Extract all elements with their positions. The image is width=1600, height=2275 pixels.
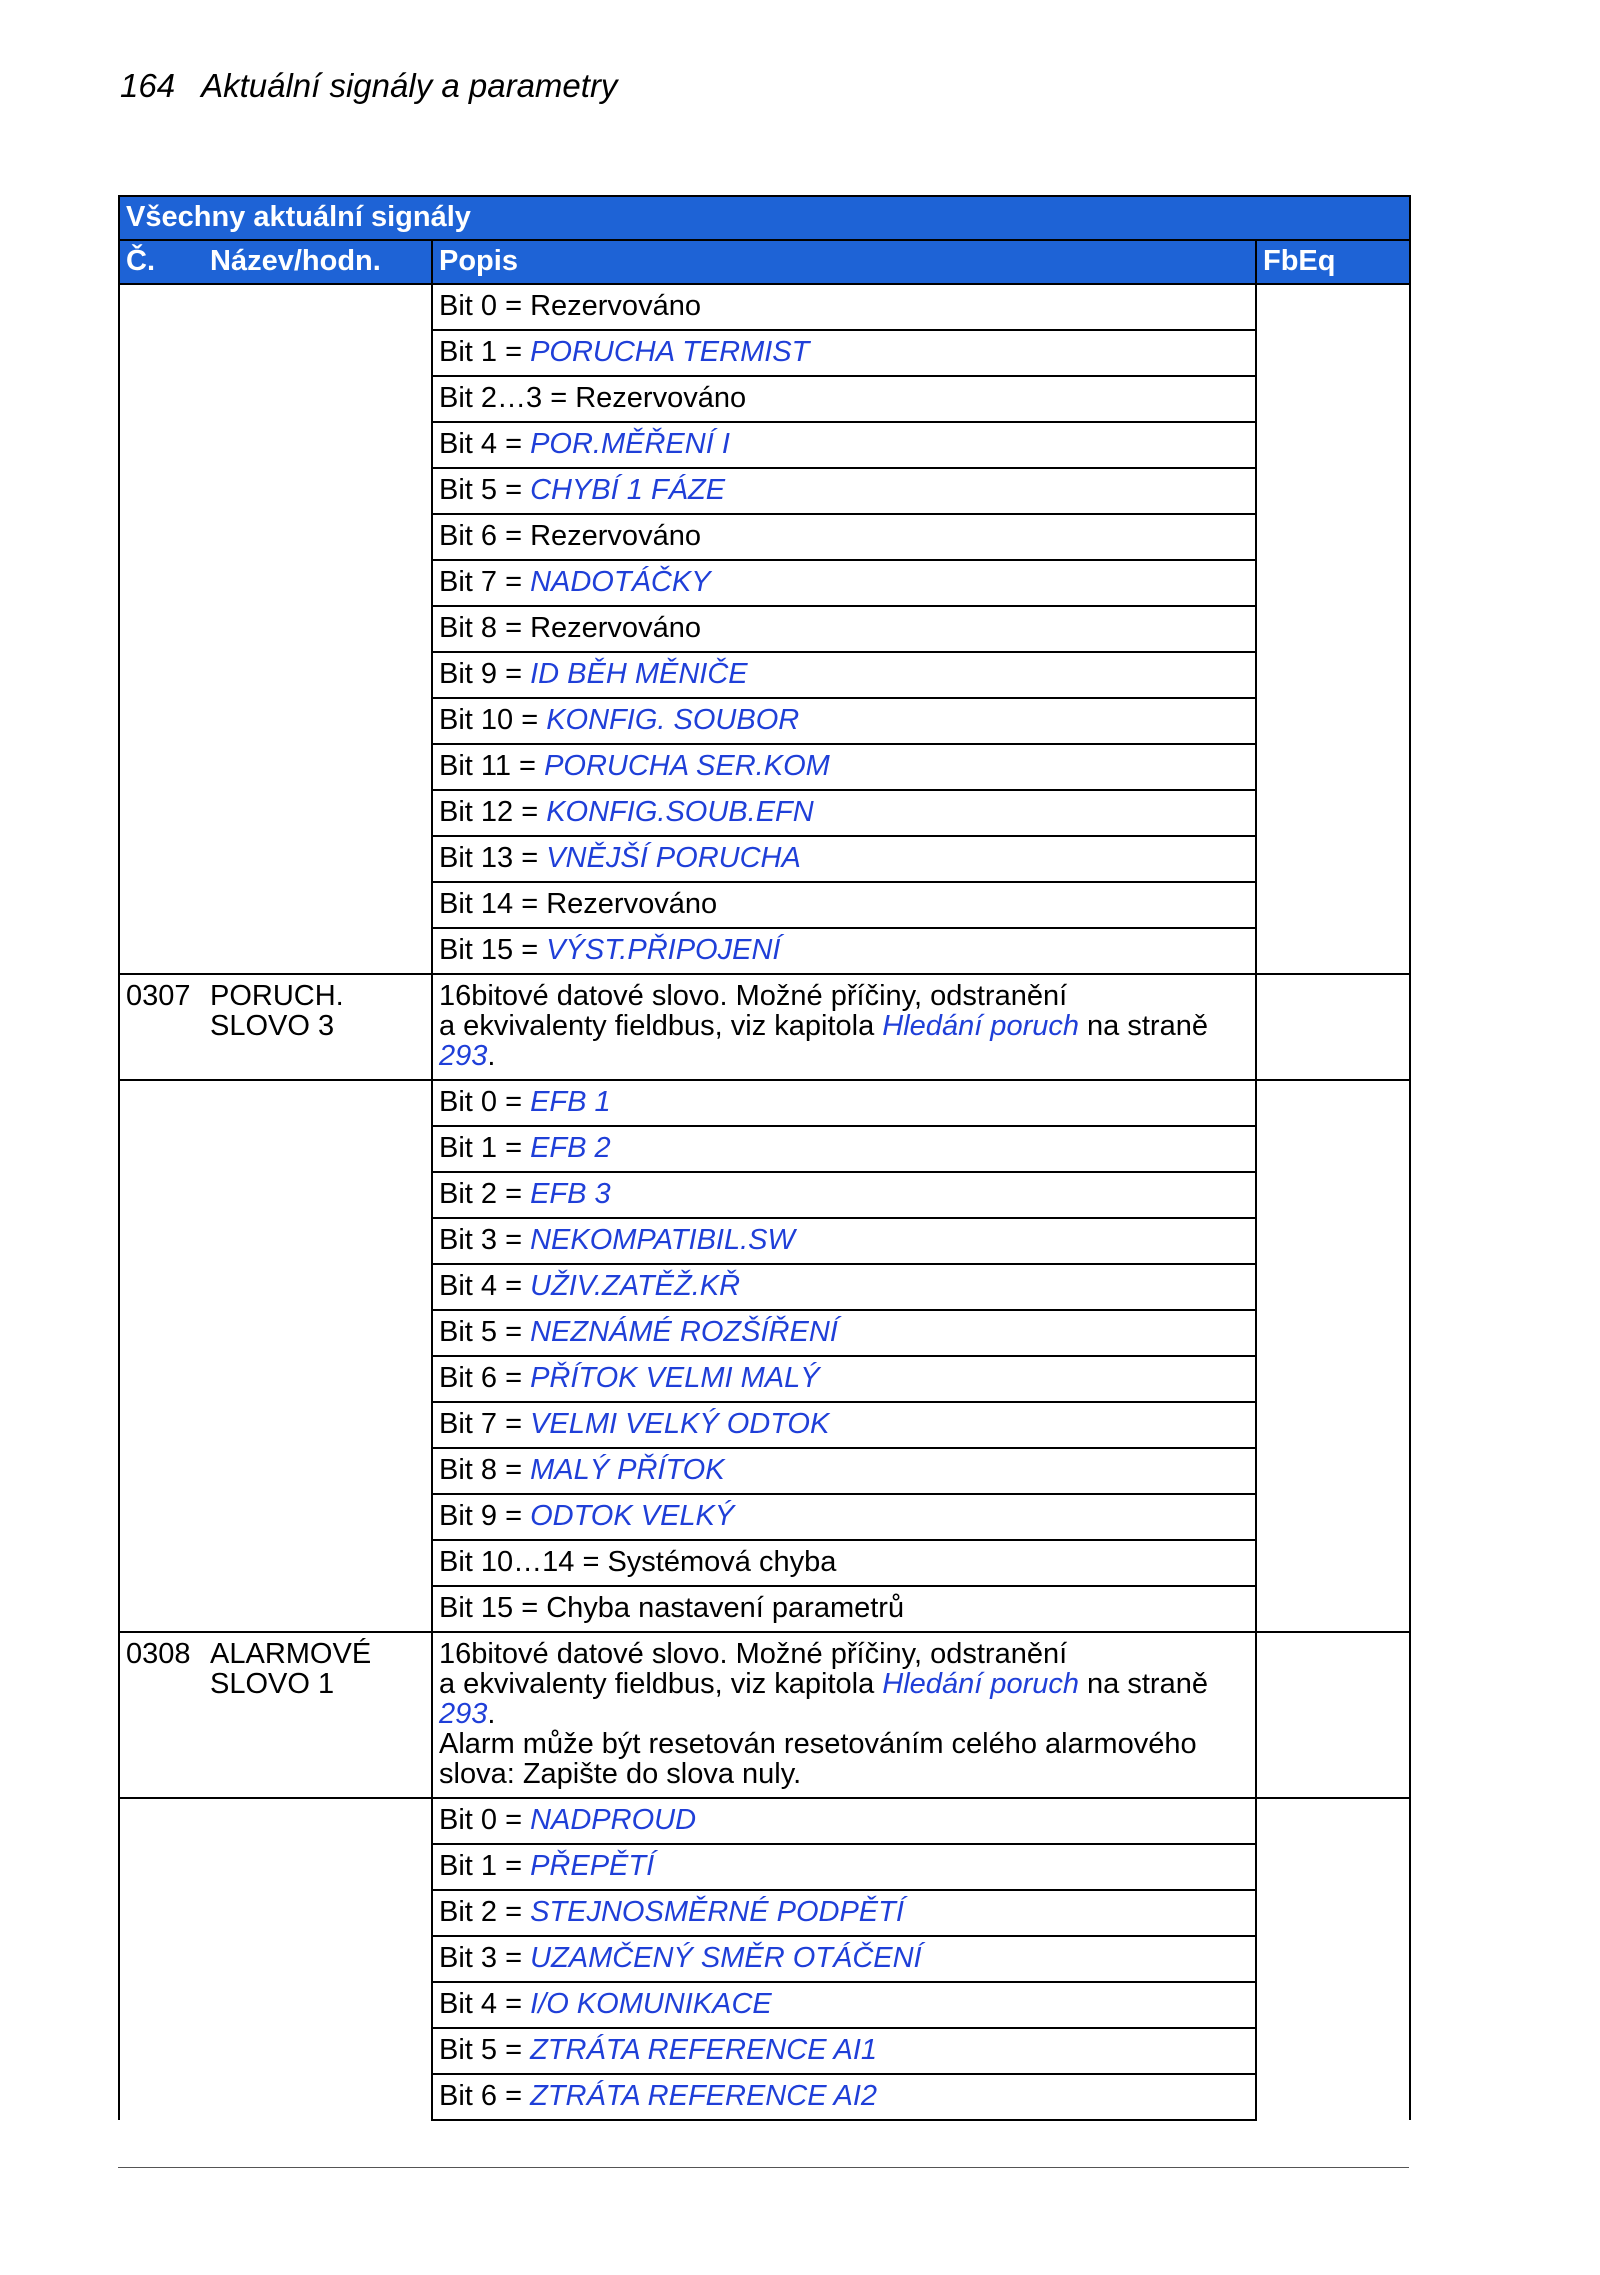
page-number: 164 — [120, 67, 176, 104]
signal-row — [119, 1632, 1410, 1798]
bit-link[interactable]: PORUCHA SER.KOM — [544, 750, 830, 782]
desc-line2-end: na straně — [1078, 1010, 1208, 1042]
bit-description — [432, 376, 1256, 422]
bit-link[interactable]: MALÝ PŘÍTOK — [530, 1454, 725, 1486]
bit-description — [432, 560, 1256, 606]
desc-period: . — [487, 1040, 496, 1072]
bit-prefix: Bit 3 = — [439, 1224, 531, 1256]
bit-link[interactable]: PŘÍTOK VELMI MALÝ — [530, 1362, 820, 1394]
bit-prefix: Bit 13 = — [439, 842, 547, 874]
bit-link[interactable]: UŽIV.ZATĚŽ.KŘ — [530, 1270, 741, 1302]
bit-description — [432, 1356, 1256, 1402]
bit-link[interactable]: EFB 3 — [530, 1178, 611, 1210]
bit-description — [432, 1540, 1256, 1586]
signal-description — [432, 974, 1256, 1080]
signal-name-cell — [119, 974, 432, 1080]
footer-divider — [118, 2167, 1409, 2168]
bit-description — [432, 1844, 1256, 1890]
empty-fbeq-cell — [1256, 1080, 1410, 1632]
bit-link[interactable]: VÝST.PŘIPOJENÍ — [546, 934, 781, 966]
chapter-link[interactable]: Hledání poruch — [882, 1668, 1079, 1700]
bit-description — [432, 652, 1256, 698]
bit-prefix: Bit 0 = — [439, 1086, 531, 1118]
signal-name — [210, 1639, 410, 1699]
bit-description — [432, 422, 1256, 468]
bit-description — [432, 1218, 1256, 1264]
signal-name-cell — [119, 1632, 432, 1798]
bit-description — [432, 284, 1256, 330]
bit-link[interactable]: ODTOK VELKÝ — [530, 1500, 735, 1532]
bit-prefix: Bit 15 = — [439, 934, 547, 966]
bit-link[interactable]: KONFIG. SOUBOR — [546, 704, 800, 736]
desc-line5: slova: Zapište do slova nuly. — [439, 1758, 802, 1790]
bit-row — [119, 1798, 1410, 1844]
desc-line2-end: na straně — [1078, 1668, 1208, 1700]
bit-description — [432, 1126, 1256, 1172]
empty-name-cell — [119, 1798, 432, 2120]
bit-description — [432, 2074, 1256, 2120]
bit-description — [432, 1448, 1256, 1494]
bit-text: Rezervováno — [546, 888, 718, 920]
bit-description — [432, 1586, 1256, 1632]
bit-description — [432, 928, 1256, 974]
bit-description — [432, 1936, 1256, 1982]
bit-text: Rezervováno — [575, 382, 747, 414]
bit-prefix: Bit 7 = — [439, 566, 531, 598]
bit-prefix: Bit 12 = — [439, 796, 547, 828]
bit-prefix: Bit 3 = — [439, 1942, 531, 1974]
bit-prefix: Bit 14 = — [439, 888, 547, 920]
bit-text: Systémová chyba — [607, 1546, 837, 1578]
bit-text: Chyba nastavení parametrů — [546, 1592, 905, 1624]
empty-name-cell — [119, 1080, 432, 1632]
bit-description — [432, 836, 1256, 882]
desc-line1: 16bitové datové slovo. Možné příčiny, odstranění — [439, 1638, 1068, 1670]
bit-description — [432, 1982, 1256, 2028]
signal-code: 0307 — [126, 980, 191, 1012]
bit-prefix: Bit 5 = — [439, 474, 531, 506]
empty-fbeq-cell — [1256, 1798, 1410, 2120]
bit-prefix: Bit 2 = — [439, 1896, 531, 1928]
bit-prefix: Bit 6 = — [439, 2080, 531, 2112]
signal-name — [210, 981, 410, 1041]
column-header-no: Č. — [126, 245, 155, 277]
bit-description — [432, 1494, 1256, 1540]
bit-link[interactable]: ZTRÁTA REFERENCE AI2 — [530, 2080, 878, 2112]
bit-prefix: Bit 2…3 = — [439, 382, 576, 414]
bit-link[interactable]: ZTRÁTA REFERENCE AI1 — [530, 2034, 878, 2066]
column-header-desc: Popis — [432, 240, 1256, 284]
desc-period: . — [487, 1698, 496, 1730]
bit-prefix: Bit 2 = — [439, 1178, 531, 1210]
bit-link[interactable]: VELMI VELKÝ ODTOK — [530, 1408, 830, 1440]
bit-description — [432, 1172, 1256, 1218]
bit-prefix: Bit 1 = — [439, 1850, 531, 1882]
bit-prefix: Bit 4 = — [439, 428, 531, 460]
bit-link[interactable]: POR.MĚŘENÍ I — [530, 428, 730, 460]
bit-description — [432, 882, 1256, 928]
page-link[interactable]: 293 — [439, 1040, 488, 1072]
signal-row — [119, 974, 1410, 1080]
bit-prefix: Bit 9 = — [439, 1500, 531, 1532]
bit-text: Rezervováno — [530, 520, 701, 552]
bit-link[interactable]: EFB 1 — [530, 1086, 611, 1118]
signal-name-line2: SLOVO 1 — [210, 1668, 335, 1700]
bit-prefix: Bit 8 = — [439, 612, 531, 644]
bit-prefix: Bit 6 = — [439, 1362, 531, 1394]
bit-prefix: Bit 6 = — [439, 520, 531, 552]
signal-name-line1: PORUCH. — [210, 980, 344, 1012]
signal-fbeq-cell — [1256, 1632, 1410, 1798]
bit-description — [432, 1798, 1256, 1844]
bit-description — [432, 1402, 1256, 1448]
desc-line1: 16bitové datové slovo. Možné příčiny, odstranění — [439, 980, 1068, 1012]
bit-prefix: Bit 11 = — [439, 750, 545, 782]
bit-link[interactable]: VNĚJŠÍ PORUCHA — [546, 842, 801, 874]
bit-link[interactable]: NEZNÁMÉ ROZŠÍŘENÍ — [530, 1316, 838, 1348]
signal-code: 0308 — [126, 1638, 191, 1670]
bit-prefix: Bit 5 = — [439, 2034, 531, 2066]
table-title: Všechny aktuální signály — [119, 196, 1410, 240]
bit-link[interactable]: I/O KOMUNIKACE — [530, 1988, 772, 2020]
desc-line2: a ekvivalenty fieldbus, viz kapitola — [439, 1010, 883, 1042]
bit-link[interactable]: NADPROUD — [530, 1804, 697, 1836]
bit-row — [119, 284, 1410, 330]
bit-description — [432, 1890, 1256, 1936]
column-header-name: Název/hodn. — [210, 245, 381, 277]
empty-fbeq-cell — [1256, 284, 1410, 974]
signal-name-line1: ALARMOVÉ — [210, 1638, 372, 1670]
bit-prefix: Bit 10…14 = — [439, 1546, 608, 1578]
bit-text: Rezervováno — [530, 612, 701, 644]
bit-link[interactable]: STEJNOSMĚRNÉ PODPĚTÍ — [530, 1896, 904, 1928]
column-header-fbeq: FbEq — [1256, 240, 1410, 284]
bit-row — [119, 1080, 1410, 1126]
bit-link[interactable]: CHYBÍ 1 FÁZE — [530, 474, 726, 506]
bit-prefix: Bit 9 = — [439, 658, 531, 690]
empty-name-cell — [119, 284, 432, 974]
bit-prefix: Bit 7 = — [439, 1408, 531, 1440]
bit-prefix: Bit 5 = — [439, 1316, 531, 1348]
bit-description — [432, 790, 1256, 836]
desc-line2: a ekvivalenty fieldbus, viz kapitola — [439, 1668, 883, 1700]
bit-link[interactable]: NADOTÁČKY — [530, 566, 711, 598]
bit-description — [432, 606, 1256, 652]
bit-prefix: Bit 15 = — [439, 1592, 547, 1624]
bit-description — [432, 744, 1256, 790]
page-link[interactable]: 293 — [439, 1698, 488, 1730]
bit-link[interactable]: ID BĚH MĚNIČE — [530, 658, 748, 690]
bit-description — [432, 1080, 1256, 1126]
bit-description — [432, 330, 1256, 376]
bit-prefix: Bit 0 = — [439, 290, 531, 322]
bit-link[interactable]: EFB 2 — [530, 1132, 611, 1164]
signal-name-line2: SLOVO 3 — [210, 1010, 335, 1042]
bit-prefix: Bit 0 = — [439, 1804, 531, 1836]
signal-fbeq-cell — [1256, 974, 1410, 1080]
bit-description — [432, 514, 1256, 560]
header-no-name — [119, 240, 432, 284]
signals-table — [118, 195, 1411, 2121]
signal-description — [432, 1632, 1256, 1798]
chapter-link[interactable]: Hledání poruch — [882, 1010, 1079, 1042]
page-header — [120, 66, 617, 106]
bit-prefix: Bit 1 = — [439, 1132, 531, 1164]
bit-prefix: Bit 1 = — [439, 336, 531, 368]
bit-link[interactable]: KONFIG.SOUB.EFN — [546, 796, 814, 828]
bit-prefix: Bit 4 = — [439, 1988, 531, 2020]
bit-description — [432, 2028, 1256, 2074]
bit-description — [432, 468, 1256, 514]
bit-link[interactable]: PORUCHA TERMIST — [530, 336, 810, 368]
bit-link[interactable]: NEKOMPATIBIL.SW — [530, 1224, 795, 1256]
bit-prefix: Bit 8 = — [439, 1454, 531, 1486]
bit-prefix: Bit 4 = — [439, 1270, 531, 1302]
bit-prefix: Bit 10 = — [439, 704, 547, 736]
bit-text: Rezervováno — [530, 290, 701, 322]
page-title: Aktuální signály a parametry — [201, 67, 618, 104]
bit-description — [432, 1264, 1256, 1310]
bit-description — [432, 1310, 1256, 1356]
bit-link[interactable]: PŘEPĚTÍ — [530, 1850, 655, 1882]
desc-line4: Alarm může být resetován resetováním celého alarmového — [439, 1728, 1197, 1760]
bit-description — [432, 698, 1256, 744]
bit-link[interactable]: UZAMČENÝ SMĚR OTÁČENÍ — [530, 1942, 922, 1974]
